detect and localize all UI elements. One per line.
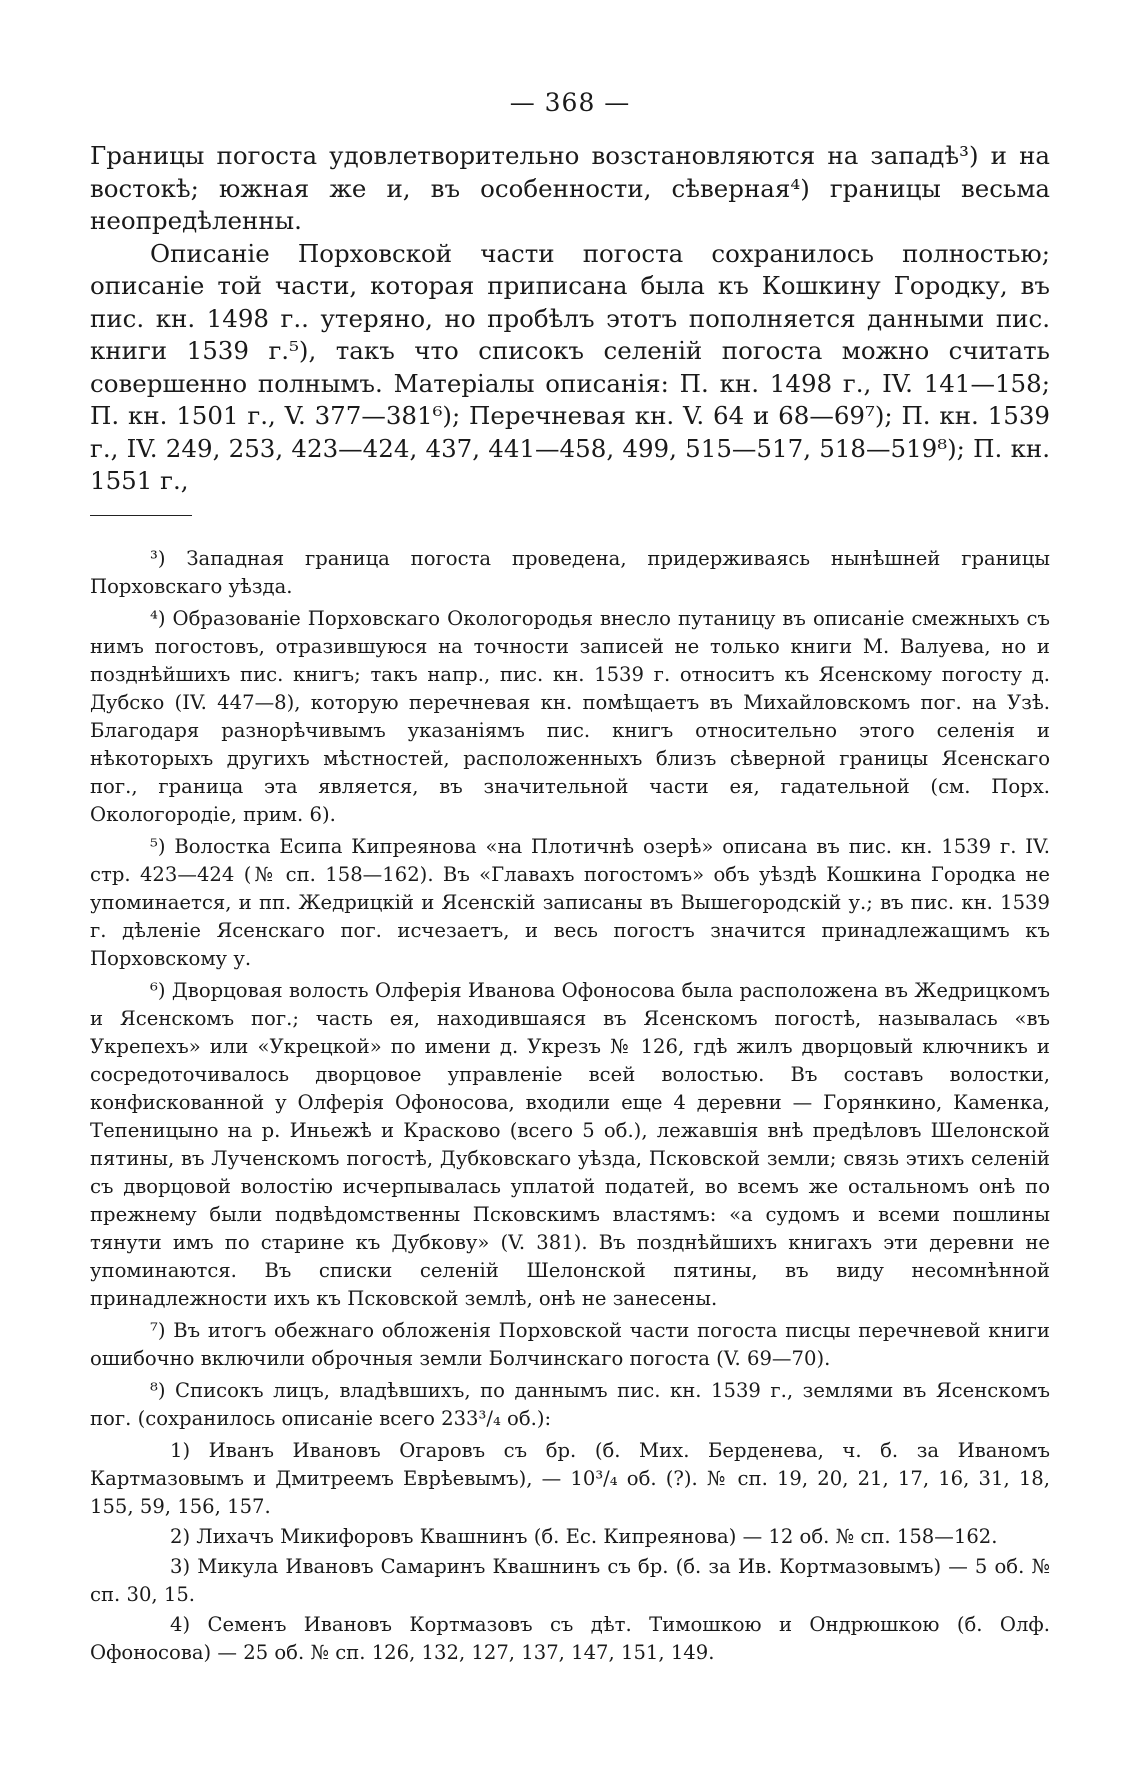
footnotes xyxy=(90,545,1050,1669)
footnote-8: ⁸) Списокъ лицъ, владѣвшихъ, по даннымъ пис. кн. 1539 г., землями въ Ясенскомъ пог. (сохранилось описаніе всего 233³/₄ об.): xyxy=(90,1379,1050,1430)
footnote-separator xyxy=(90,515,192,516)
footnote-6: ⁶) Дворцовая волость Олферія Иванова Офоносова была расположена въ Жедрицкомъ и Ясенскомъ пог.; часть ея, находившаяся въ Ясенскомъ погостѣ, называлась «въ Укрепехъ» или «Укрецкой» по имени д. Укрезъ № 126, гдѣ жилъ дворцовый ключникъ и сосредоточивалось дворцовое управленіе всей волостью. Въ составъ волостки, конфискованной у Олферія Офоносова, входили еще 4 деревни — Горянкино, Каменка, Тепеницыно на р. Иньежѣ и Красково (всего 5 об.), лежавшія внѣ предѣловъ Шелонской пятины, въ Лученскомъ погостѣ, Дубковскаго уѣзда, Псковской земли; связь этихъ селеній съ дворцовой волостію исчерпывалась уплатой податей, во всемъ же остальномъ онѣ по прежнему были подвѣдомственны Псковскимъ властямъ: «а судомъ и всеми пошлины тянути имъ по старине къ Дубкову» (V. 381). Въ позднѣйшихъ книгахъ эти деревни не упоминаются. Въ списки селеній Шелонской пятины, въ виду несомнѣнной принадлежности ихъ къ Псковской землѣ, онѣ не занесены. xyxy=(90,979,1050,1310)
footnote-8-list-item: 4) Семенъ Ивановъ Кортмазовъ съ дѣт. Тимошкою и Ондрюшкою (б. Олф. Офоносова) — 25 об. № сп. 126, 132, 127, 137, 147, 151, 149. xyxy=(90,1613,1050,1664)
page-number: — 368 — xyxy=(509,88,631,117)
footnote-4: ⁴) Образованіе Порховскаго Окологородья внесло путаницу въ описаніе смежныхъ съ нимъ погостовъ, отразившуюся на точности записей не только книги М. Валуева, но и позднѣйшихъ пис. книгъ; такъ напр., пис. кн. 1539 г. относитъ къ Ясенскому погосту д. Дубско (IV. 447—8), которую перечневая кн. помѣщаетъ въ Михайловскомъ пог. на Узѣ. Благодаря разнорѣчивымъ указаніямъ пис. книгъ относительно этого селенія и нѣкоторыхъ другихъ мѣстностей, расположенныхъ близъ сѣверной границы Ясенскаго пог., граница эта является, въ значительной части ея, гадательной (см. Порх. Окологородіе, прим. 6). xyxy=(90,607,1050,826)
footnote-8-list-item: 3) Микула Ивановъ Самаринъ Квашнинъ съ бр. (б. за Ив. Кортмазовымъ) — 5 об. № сп. 30, 15. xyxy=(90,1555,1050,1606)
footnote-8-list-item: 2) Лихачъ Микифоровъ Квашнинъ (б. Ес. Кипреянова) — 12 об. № сп. 158—162. xyxy=(170,1525,998,1548)
footnote-7: ⁷) Въ итогъ обежнаго обложенія Порховской части погоста писцы перечневой книги ошибочно включили оброчныя земли Болчинскаго погоста (V. 69—70). xyxy=(90,1319,1050,1370)
footnote-3: ³) Западная граница погоста проведена, придерживаясь нынѣшней границы Порховскаго уѣзда. xyxy=(90,547,1050,598)
footnote-8-list-item: 1) Иванъ Ивановъ Огаровъ съ бр. (б. Мих. Берденева, ч. б. за Иваномъ Картмазовымъ и Дмитреемъ Еврѣевымъ), — 10³/₄ об. (?). № сп. 19, 20, 21, 17, 16, 31, 18, 155, 59, 156, 157. xyxy=(90,1439,1050,1518)
main-paragraph-1: Границы погоста удовлетворительно возстановляются на западѣ³) и на востокѣ; южная же и, въ особенности, сѣверная⁴) границы весьма неопредѣленны. xyxy=(90,141,1050,235)
main-text xyxy=(90,140,1050,498)
footnote-5: ⁵) Волостка Есипа Кипреянова «на Плотичнѣ озерѣ» описана въ пис. кн. 1539 г. IV. стр. 423—424 (№ сп. 158—162). Въ «Главахъ погостомъ» объ уѣздѣ Кошкина Городка не упоминается, и пп. Жедрицкій и Ясенскій записаны въ Вышегородскій у.; въ пис. кн. 1539 г. дѣленіе Ясенскаго пог. исчезаетъ, и весь погостъ значится принадлежащимъ къ Порховскому у. xyxy=(90,835,1050,970)
main-paragraph-2: Описаніе Порховской части погоста сохранилось полностью; описаніе той части, которая приписана была къ Кошкину Городку, въ пис. кн. 1498 г.. утеряно, но пробѣлъ этотъ пополняется данными пис. книги 1539 г.⁵), такъ что списокъ селеній погоста можно считать совершенно полнымъ. Матеріалы описанія: П. кн. 1498 г., IV. 141—158; П. кн. 1501 г., V. 377—381⁶); Перечневая кн. V. 64 и 68—69⁷); П. кн. 1539 г., IV. 249, 253, 423—424, 437, 441—458, 499, 515—517, 518—519⁸); П. кн. 1551 г., xyxy=(90,238,1050,495)
